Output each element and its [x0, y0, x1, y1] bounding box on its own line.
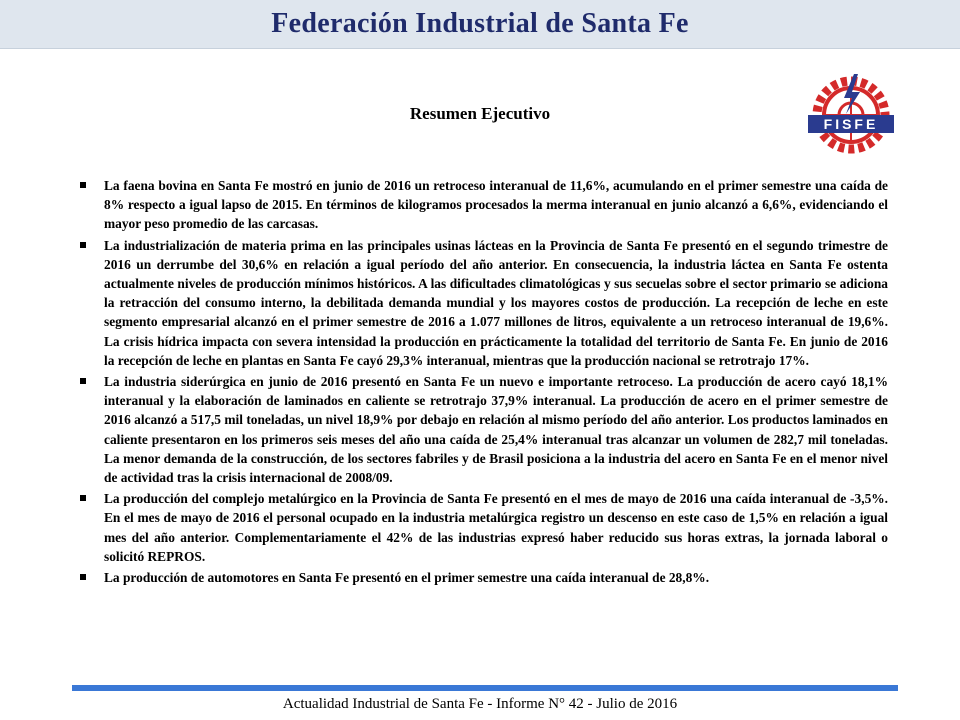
list-item-text: La industria siderúrgica en junio de 2016 presentó en Santa Fe un nuevo e importante retroceso. La producción de acero cayó 18,1% interanual y la elaboración de laminados en caliente se retrotrajo 37,9% interanual. La producción de acero en el primer semestre de 2016 alcanzó a 517,5 mil toneladas, un nivel 18,9% por debajo en relación al mismo período del año anterior. Los productos laminados en caliente presentaron en los primeros seis meses del año una caída de 25,4% interanual tras alcanzar un volumen de 282,7 mil toneladas. La menor demanda de la construcción, de los sectores fabriles y de Brasil posiciona a la industria del acero en Santa Fe en el menor nivel de actividad tras la crisis internacional de 2008/09. — [104, 374, 888, 486]
list-item — [80, 489, 888, 566]
list-item — [80, 176, 888, 234]
bullet-icon — [80, 495, 86, 501]
bullet-icon — [80, 182, 86, 188]
list-item — [80, 568, 888, 587]
bullet-icon — [80, 242, 86, 248]
footer-text: Actualidad Industrial de Santa Fe - Informe N° 42 - Julio de 2016 — [282, 696, 678, 712]
list-item — [80, 236, 888, 370]
title-bar — [0, 0, 960, 49]
list-item — [80, 372, 888, 487]
list-item-text: La producción del complejo metalúrgico en la Provincia de Santa Fe presentó en el mes de mayo de 2016 una caída interanual de -3,5%. En el mes de mayo de 2016 el personal ocupado en la industria metalúrgica registro un descenso en este caso de 1,5% en relación a igual mes del año anterior. Complementariamente el 42% de las industrias expresó haber reducido sus horas extras, la jornada laboral o solicitó REPROS. — [104, 491, 888, 564]
summary-list — [80, 176, 888, 589]
list-item-text: La industrialización de materia prima en las principales usinas lácteas en la Provincia de Santa Fe presentó en el segundo trimestre de 2016 un derrumbe del 30,6% en relación a igual período del año anterior. En consecuencia, la industria láctea en Santa Fe ostenta actualmente niveles de producción mínimos históricos. A las dificultades climatológicas y sus secuelas sobre el sector primario se adiciona la retracción del consumo interno, la debilitada demanda mundial y los mayores costos de producción. La recepción de leche en este segmento empresarial alcanzó en el primer semestre de 2016 a 1.077 millones de litros, equivalente a un retroceso interanual de 19,6%. La crisis hídrica impacta con severa intensidad la producción en prácticamente la totalidad del territorio de Santa Fe. En junio de 2016 la recepción de leche en plantas en Santa Fe cayó 29,3% interanual, mientras que la producción nacional se retrotrajo 17%. — [104, 237, 888, 368]
section-title: Resumen Ejecutivo — [409, 104, 551, 123]
list-item-text: La producción de automotores en Santa Fe presentó en el primer semestre una caída interanual de 28,8%. — [104, 570, 710, 586]
bullet-icon — [80, 574, 86, 580]
footer-divider — [72, 685, 898, 691]
list-item-text: La faena bovina en Santa Fe mostró en junio de 2016 un retroceso interanual de 11,6%, acumulando en el primer semestre una caída de 8% respecto a igual lapso de 2015. En términos de kilogramos procesados la merma interanual en junio alcanzó a 6,6%, evidenciando el mayor peso promedio de las carcasas. — [104, 178, 888, 232]
page-title: Federación Industrial de Santa Fe — [271, 8, 689, 39]
bullet-icon — [80, 378, 86, 384]
logo-text: FISFE — [823, 116, 879, 132]
